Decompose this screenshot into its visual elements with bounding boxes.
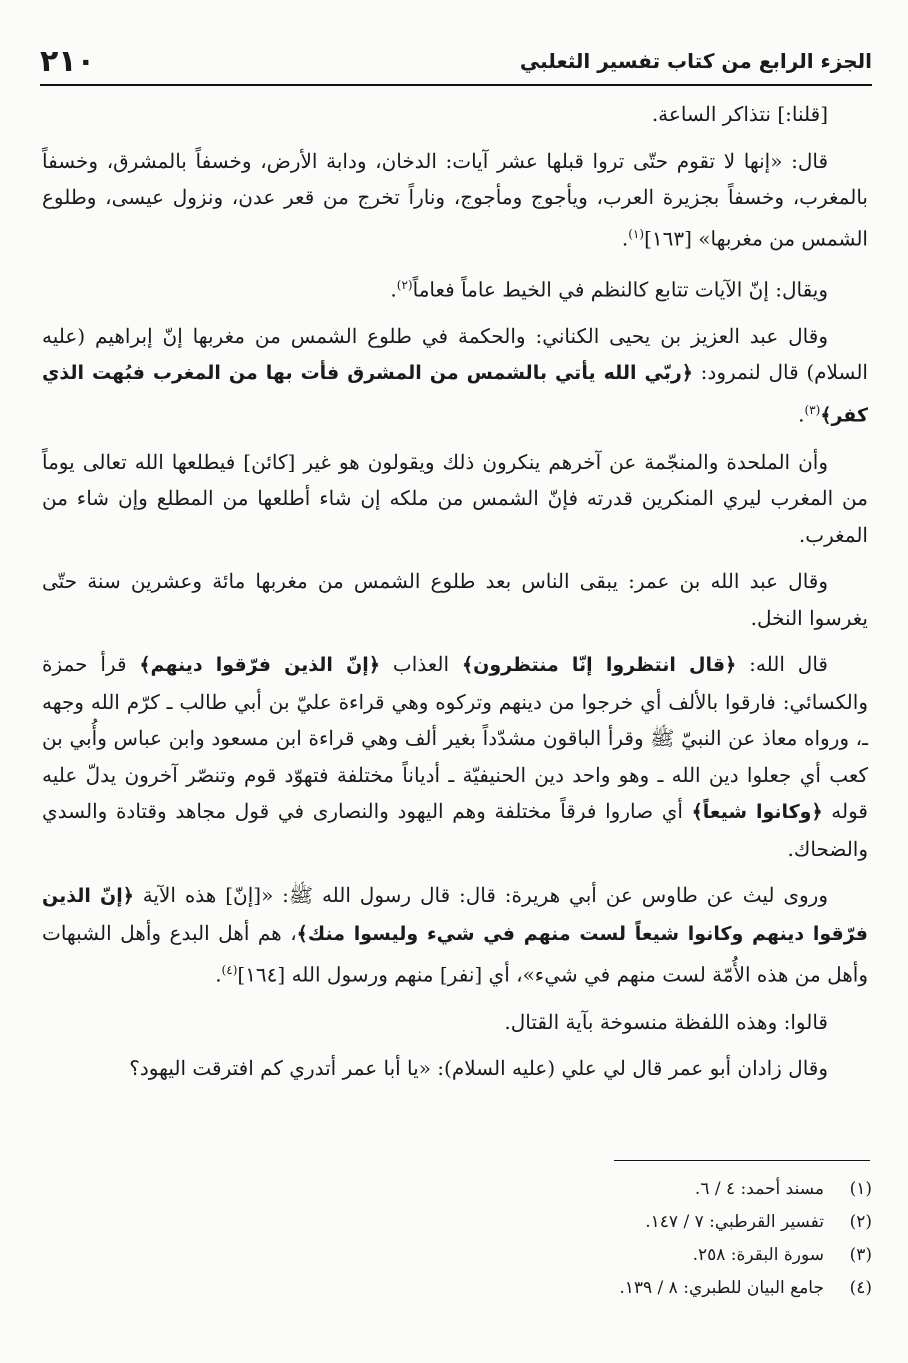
footnote-divider bbox=[614, 1160, 870, 1161]
paragraph: وقال عبد العزيز بن يحيى الكناني: والحكمة في طلوع الشمس من مغربها إنّ إبراهيم (عليه السلام) قال لنمرود: ﴿ربّي الله يأتي بالشمس من المشرق فأت بها من المغرب فبُهت الذي كفر﴾$^{(٣)}$. bbox=[42, 323, 868, 427]
paragraph: قال: «إنها لا تقوم حتّى تروا قبلها عشر آيات: الدخان، ودابة الأرض، وخسفاً بالمشرق، وخسفاً بالمغرب، وخسفاً بجزيرة العرب، ويأجوج ومأجوج، وناراً تخرج من قعر عدن، ونزول عيسى، وطلوع الشمس من مغربها» [١٦٣]$^{(١)}$. bbox=[42, 148, 868, 251]
paragraph: وروى ليث عن طاوس عن أبي هريرة: قال: قال رسول الله ﷺ: «[إنّ] هذه الآية ﴿إنّ الذين فرّقوا دينهم وكانوا شيعاً لست منهم في شيء وليسوا منك﴾، هم أهل البدع وأهل الشبهات وأهل من هذه الأُمّة لست منهم في شيء»، أي [نفر] منهم ورسول الله [١٦٤]$^{(٤)}$. bbox=[42, 883, 869, 988]
quran-verse: ﴿إنّ الذين فرّقوا دينهم وكانوا شيعاً لست منهم في شيء وليسوا منك﴾ bbox=[42, 885, 869, 945]
footnote: (٣) سورة البقرة: ٢٥٨. bbox=[692, 1245, 872, 1265]
footnote-ref: (١) bbox=[628, 226, 645, 241]
footnote: (١) مسند أحمد: ٤ / ٦. bbox=[694, 1179, 872, 1199]
quran-verse: ﴿ربّي الله يأتي بالشمس من المشرق فأت بها من المغرب فبُهت الذي كفر﴾ bbox=[42, 362, 868, 427]
footnote-ref: (٢) bbox=[396, 277, 413, 292]
paragraph: [قلنا:] نتذاكر الساعة. bbox=[651, 102, 828, 126]
page-header bbox=[40, 38, 872, 86]
quran-verse: ﴿وكانوا شيعاً﴾ bbox=[691, 801, 823, 824]
footnote: (٢) تفسير القرطبي: ٧ / ١٤٧. bbox=[645, 1212, 872, 1232]
footnotes bbox=[300, 1173, 872, 1305]
paragraph: قال الله: ﴿قال انتظروا إنّا منتظرون﴾ العذاب ﴿إنّ الذين فرّقوا دينهم﴾ قرأ حمزة والكسائي: فارقوا بالألف أي خرجوا من دينهم وتركوه وهي قراءة عليّ بن أبي طالب ـ كرّم الله وجهه ـ، ورواه معاذ عن النبيّ ﷺ وقرأ الباقون مشدّداً بغير ألف وهي قراءة ابن مسعود وابن عباس وأُبي بن كعب أي جعلوا دين الله ـ وهو واحد دين الحنيفيّة ـ أدياناً مختلفة فتهوّد قوم وتنصّر آخرون يدلّ عليه قوله ﴿وكانوا شيعاً﴾ أي صاروا فرقاً مختلفة وهم اليهود والنصارى في قول مجاهد وقتادة والسدي والضحاك. bbox=[42, 652, 868, 861]
footnote-ref: (٣) bbox=[804, 402, 821, 417]
paragraph: ويقال: إنّ الآيات تتابع كالنظم في الخيط عاماً فعاماً$^{(٢)}$. bbox=[390, 277, 828, 302]
body-text bbox=[42, 96, 868, 1097]
paragraph: قالوا: وهذه اللفظة منسوخة بآية القتال. bbox=[504, 1009, 828, 1034]
paragraph: وقال زادان أبو عمر قال لي علي (عليه السلام): «يا أبا عمر أتدري كم افترقت اليهود؟ bbox=[129, 1056, 828, 1081]
paragraph: وقال عبد الله بن عمر: يبقى الناس بعد طلوع الشمس من مغربها مائة وعشرين سنة حتّى يغرسوا النخل. bbox=[42, 569, 868, 630]
footnote: (٤) جامع البيان للطبري: ٨ / ١٣٩. bbox=[619, 1278, 872, 1298]
page-number: ٢١٠ bbox=[40, 43, 95, 79]
paragraph: وأن الملحدة والمنجّمة عن آخرهم ينكرون ذلك ويقولون هو غير [كائن] فيطلعها الله تعالى يوماً من المغرب ليري المنكرين قدرته فإنّ الشمس من ملكه إن شاء أطلعها من المطلع وإن شاء من المغرب. bbox=[42, 449, 868, 547]
quran-verse: ﴿قال انتظروا إنّا منتظرون﴾ bbox=[461, 654, 737, 677]
quran-verse: ﴿إنّ الذين فرّقوا دينهم﴾ bbox=[139, 654, 380, 677]
footnote-ref: (٤) bbox=[221, 963, 238, 978]
running-title: الجزء الرابع من كتاب تفسير الثعلبي bbox=[519, 49, 872, 73]
